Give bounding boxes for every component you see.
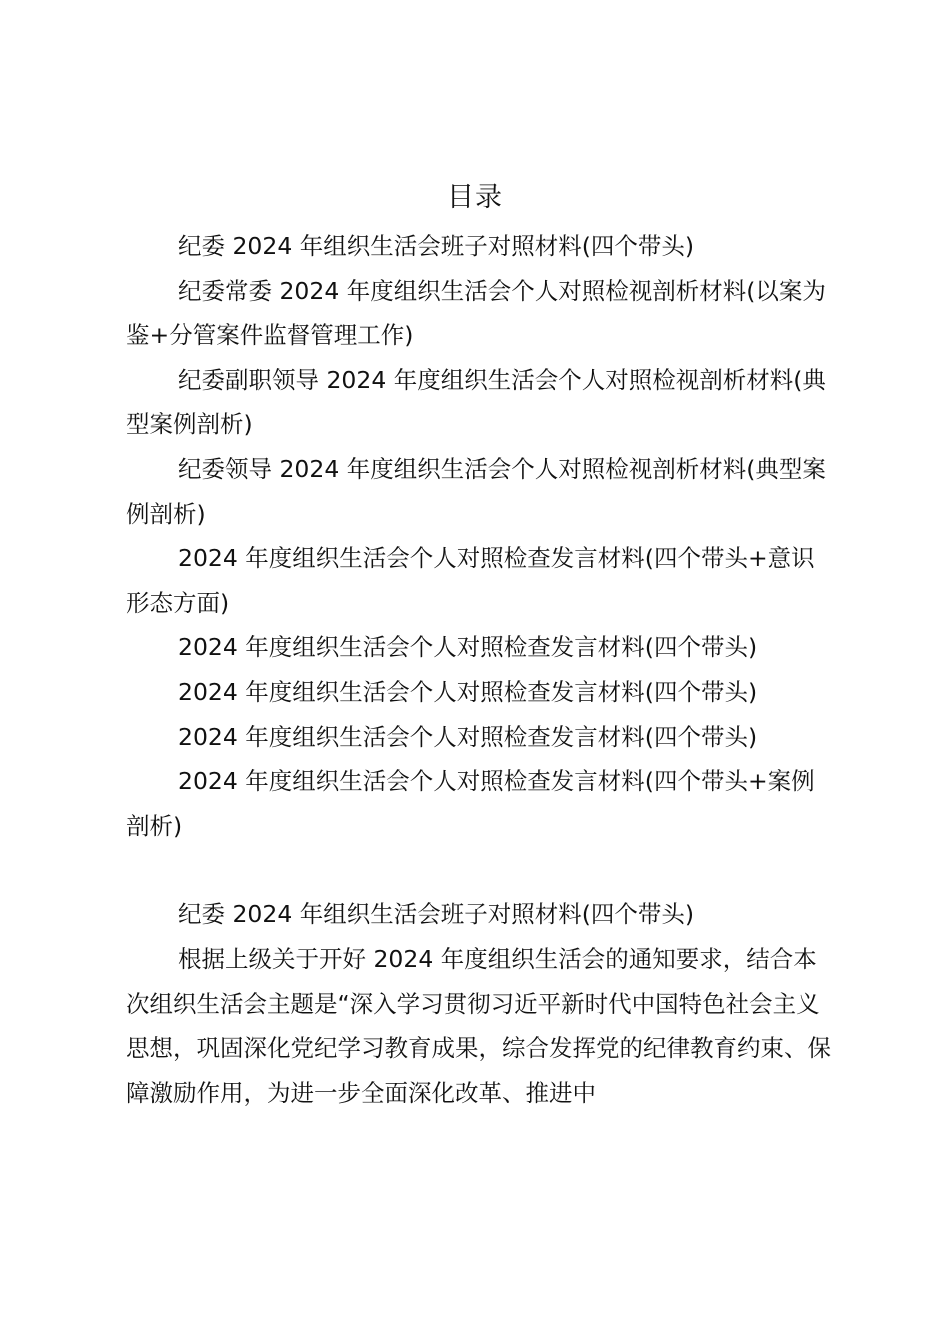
toc-item: 纪委副职领导 2024 年度组织生活会个人对照检视剖析材料(典型案例剖析) — [126, 365, 826, 439]
toc-item: 纪委领导 2024 年度组织生活会个人对照检视剖析材料(典型案例剖析) — [126, 454, 826, 528]
toc-item: 2024 年度组织生活会个人对照检查发言材料(四个带头+意识形态方面) — [126, 544, 815, 617]
toc-title: 目录 — [447, 182, 503, 213]
section-heading: 纪委 2024 年组织生活会班子对照材料(四个带头) — [178, 900, 695, 928]
toc-item: 2024 年度组织生活会个人对照检查发言材料(四个带头) — [178, 722, 758, 751]
table-of-contents — [126, 224, 838, 848]
toc-item: 纪委常委 2024 年度组织生活会个人对照检视剖析材料(以案为鉴+分管案件监督管理工作) — [126, 276, 826, 350]
toc-item: 纪委 2024 年组织生活会班子对照材料(四个带头) — [178, 232, 695, 260]
toc-item: 2024 年度组织生活会个人对照检查发言材料(四个带头+案例剖析) — [126, 767, 815, 840]
document-body — [126, 937, 838, 1115]
toc-item: 2024 年度组织生活会个人对照检查发言材料(四个带头) — [178, 633, 758, 662]
body-paragraph: 根据上级关于开好 2024 年度组织生活会的通知要求，结合本次组织生活会主题是“深入学习贯彻习近平新时代中国特色社会主义思想，巩固深化党纪学习教育成果，综合发挥党的纪律教育约束、保障激励作用，为进一步全面深化改革、推进中 — [126, 945, 831, 1107]
toc-item: 2024 年度组织生活会个人对照检查发言材料(四个带头) — [178, 677, 758, 706]
